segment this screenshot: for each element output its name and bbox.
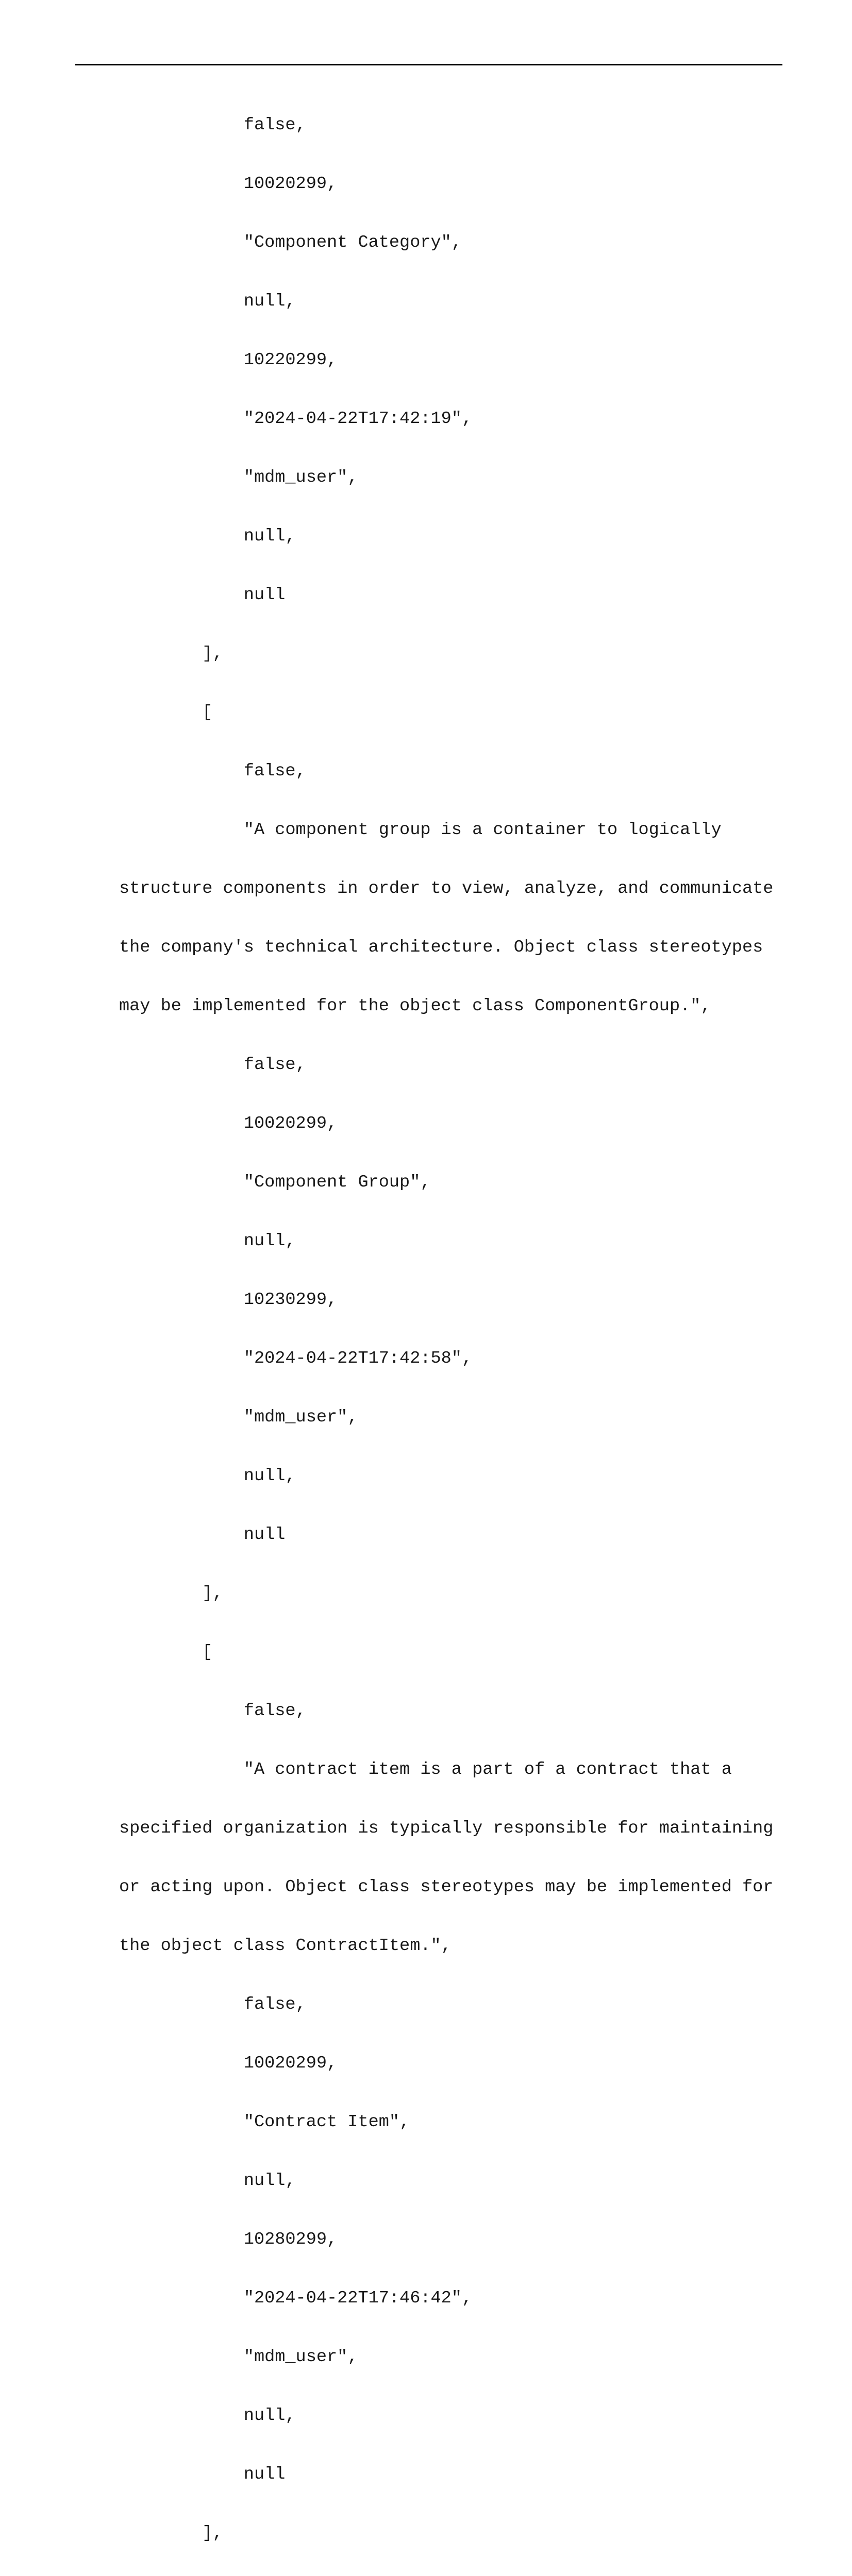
code-line: "mdm_user", [119, 2347, 358, 2367]
code-line: may be implemented for the object class ComponentGroup.", [119, 996, 711, 1016]
code-line: the object class ContractItem.", [119, 1936, 452, 1956]
code-line: ], [119, 1584, 223, 1603]
code-line: 10020299, [119, 174, 338, 194]
code-line: false, [119, 1055, 306, 1075]
code-line: 10220299, [119, 350, 338, 370]
header-rule [75, 64, 782, 65]
code-line: "A component group is a container to logically [119, 820, 722, 840]
code-line: "Contract Item", [119, 2112, 410, 2132]
code-line: false, [119, 1701, 306, 1721]
code-line: 10020299, [119, 1114, 338, 1133]
code-line: the company's technical architecture. Object class stereotypes [119, 938, 763, 957]
code-line: false, [119, 115, 306, 135]
code-line: 10020299, [119, 2054, 338, 2073]
code-line: specified organization is typically responsible for maintaining [119, 1819, 774, 1838]
code-line: null, [119, 2406, 296, 2426]
code-line: 10280299, [119, 2230, 338, 2249]
code-line: null [119, 1525, 286, 1545]
code-line: null [119, 585, 286, 605]
code-line: "mdm_user", [119, 1408, 358, 1427]
code-line: "Component Category", [119, 233, 462, 252]
code-line: null, [119, 1466, 296, 1486]
code-line: "2024-04-22T17:42:19", [119, 409, 473, 429]
code-line: null, [119, 527, 296, 546]
code-line: "A contract item is a part of a contract that a [119, 1760, 732, 1780]
json-code-block [119, 76, 789, 2576]
code-line: "Component Group", [119, 1173, 431, 1192]
code-line: "mdm_user", [119, 468, 358, 487]
code-line: ], [119, 644, 223, 664]
code-line: false, [119, 1995, 306, 2014]
code-line: 10230299, [119, 1290, 338, 1310]
code-line: null, [119, 292, 296, 311]
code-line: or acting upon. Object class stereotypes may be implemented for [119, 1877, 774, 1897]
code-line: null, [119, 2171, 296, 2191]
code-line: "2024-04-22T17:42:58", [119, 1349, 473, 1368]
code-line: null [119, 2465, 286, 2484]
code-line: null, [119, 1231, 296, 1251]
code-line: ], [119, 2523, 223, 2543]
code-line: false, [119, 761, 306, 781]
code-line: structure components in order to view, analyze, and communicate [119, 879, 774, 899]
code-line: [ [119, 1642, 213, 1662]
code-line: "2024-04-22T17:46:42", [119, 2289, 473, 2308]
code-line: [ [119, 703, 213, 722]
